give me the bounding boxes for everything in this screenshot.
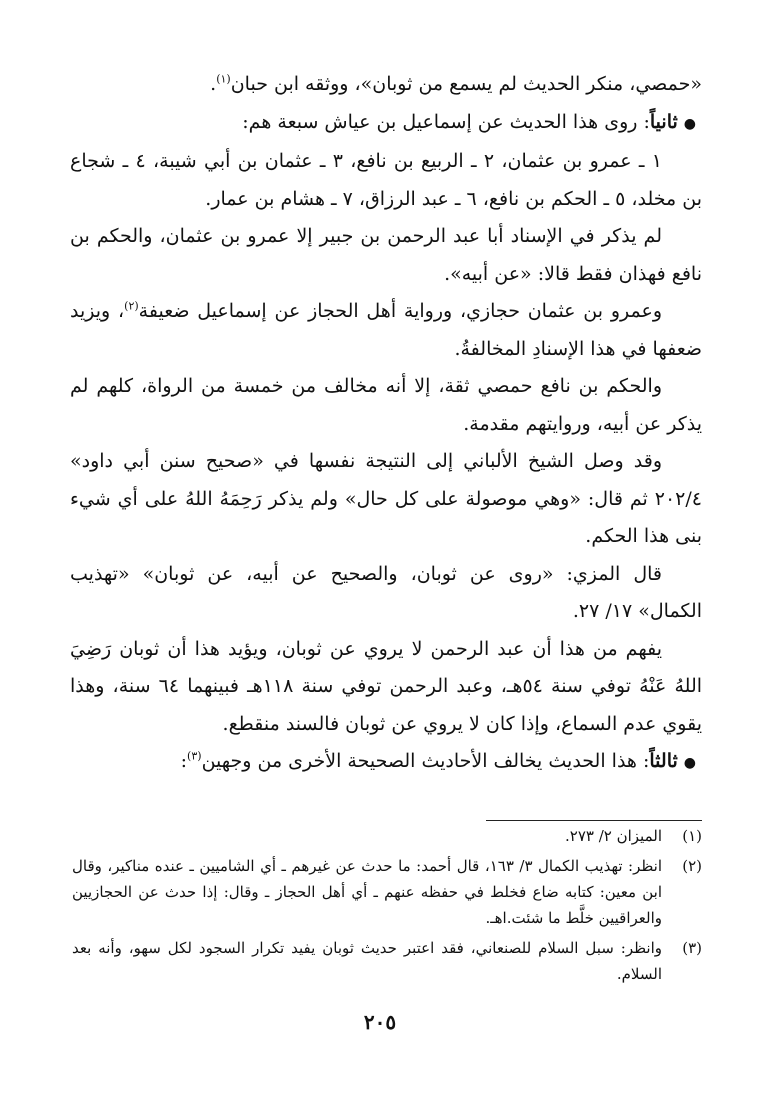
paragraph-4: [70, 293, 702, 368]
paragraph-1-text: «حمصي، منكر الحديث لم يسمع من ثوبان»، ووثقه ابن حبان: [230, 73, 702, 95]
footnote-body: [72, 935, 662, 987]
page-number: ٢٠٥: [363, 1010, 397, 1034]
paragraph-4-rest: ، ويزيد ضعفها في هذا الإسنادِ المخالفةُ.: [70, 300, 702, 360]
point-three-label: ثالثاً: [649, 750, 678, 772]
footnotes: [72, 823, 702, 991]
point-three: [70, 743, 702, 783]
footnote-3: [72, 935, 702, 987]
footnote-number: (٢): [682, 857, 702, 875]
bullet-icon: ●: [683, 755, 696, 771]
footnote-divider: [486, 820, 702, 821]
footnote-line: انظر: تهذيب الكمال ٣/ ١٦٣، قال أحمد: ما حدث عن غيرهم ـ أي الشاميين ـ عنده مناكير، وقال ابن معين: كتابه ضاع فخلط في حفظه عنهم ـ أي أهل الحجاز ـ وقال: إذا حدث عن الحجازيين والعراقيين خلَّط ما شئت.اهـ.: [72, 857, 663, 927]
narrators-list: ١ ـ عمرو بن عثمان، ٢ ـ الربيع بن نافع، ٣ ـ عثمان بن أبي شيبة، ٤ ـ شجاع بن مخلد، ٥ ـ الحكم بن نافع، ٦ ـ عبد الرزاق، ٧ ـ هشام بن عمار.: [70, 150, 702, 210]
footnote-line: الميزان ٢/ ٢٧٣.: [564, 827, 662, 845]
footnote-body: [72, 823, 662, 849]
paragraph-5: والحكم بن نافع حمصي ثقة، إلا أنه مخالف من خمسة من الرواة، كلهم لم يذكر عن أبيه، وروايتهم مقدمة.: [70, 375, 702, 435]
footnote-number: (١): [682, 827, 702, 845]
paragraph-7: قال المزي: «روى عن ثوبان، والصحيح عن أبيه، عن ثوبان» «تهذيب الكمال» ١٧/ ٢٧.: [70, 562, 702, 622]
paragraph-1-end: .: [210, 73, 217, 95]
bullet-icon: ●: [683, 115, 696, 132]
paragraph-4-text: وعمرو بن عثمان حجازي، ورواية أهل الحجاز عن إسماعيل ضعيفة: [138, 300, 662, 322]
footnote-ref-1[interactable]: (١): [216, 72, 231, 86]
point-two-text: : روى هذا الحديث عن إسماعيل بن عياش سبعة هم:: [242, 110, 650, 133]
paragraph-1: [70, 66, 702, 104]
footnote-body: [72, 853, 662, 931]
point-three-end: :: [180, 750, 188, 772]
paragraph-6: وقد وصل الشيخ الألباني إلى النتيجة نفسها في «صحيح سنن أبي داود» ٢٠٢/٤ ثم قال: «وهي موصولة على كل حال» ولم يذكر رَحِمَهُ اللهُ على أي شيء بنى هذا الحكم.: [70, 450, 702, 547]
paragraph-3: لم يذكر في الإسناد أبا عبد الرحمن بن جبير إلا عمرو بن عثمان، والحكم بن نافع فهذان فقط قالا: «عن أبيه».: [70, 225, 702, 285]
point-two-label: ثانياً: [649, 110, 678, 133]
footnote-ref-3[interactable]: (٣): [187, 749, 202, 763]
main-text: [70, 66, 702, 783]
footnote-line: وانظر: سبل السلام للصنعاني، فقد اعتبر حديث ثوبان يفيد تكرار السجود لكل سهو، وأنه بعد السلام.: [72, 939, 662, 983]
footnote-2: [72, 853, 702, 931]
point-three-text: : هذا الحديث يخالف الأحاديث الصحيحة الأخرى من وجهين: [201, 750, 650, 772]
footnote-number: (٣): [682, 939, 702, 957]
footnote-ref-2[interactable]: (٢): [124, 299, 139, 313]
paragraph-8: يفهم من هذا أن عبد الرحمن لا يروي عن ثوبان، ويؤيد هذا أن ثوبان رَضِيَ اللهُ عَنْهُ توفي سنة ٥٤هـ، وعبد الرحمن توفي سنة ١١٨هـ فبينهما ٦٤ سنة، وهذا يقوي عدم السماع، وإذا كان لا يروي عن ثوبان فالسند منقطع.: [70, 637, 703, 735]
footnote-1: [72, 823, 702, 849]
point-two: [70, 104, 702, 144]
